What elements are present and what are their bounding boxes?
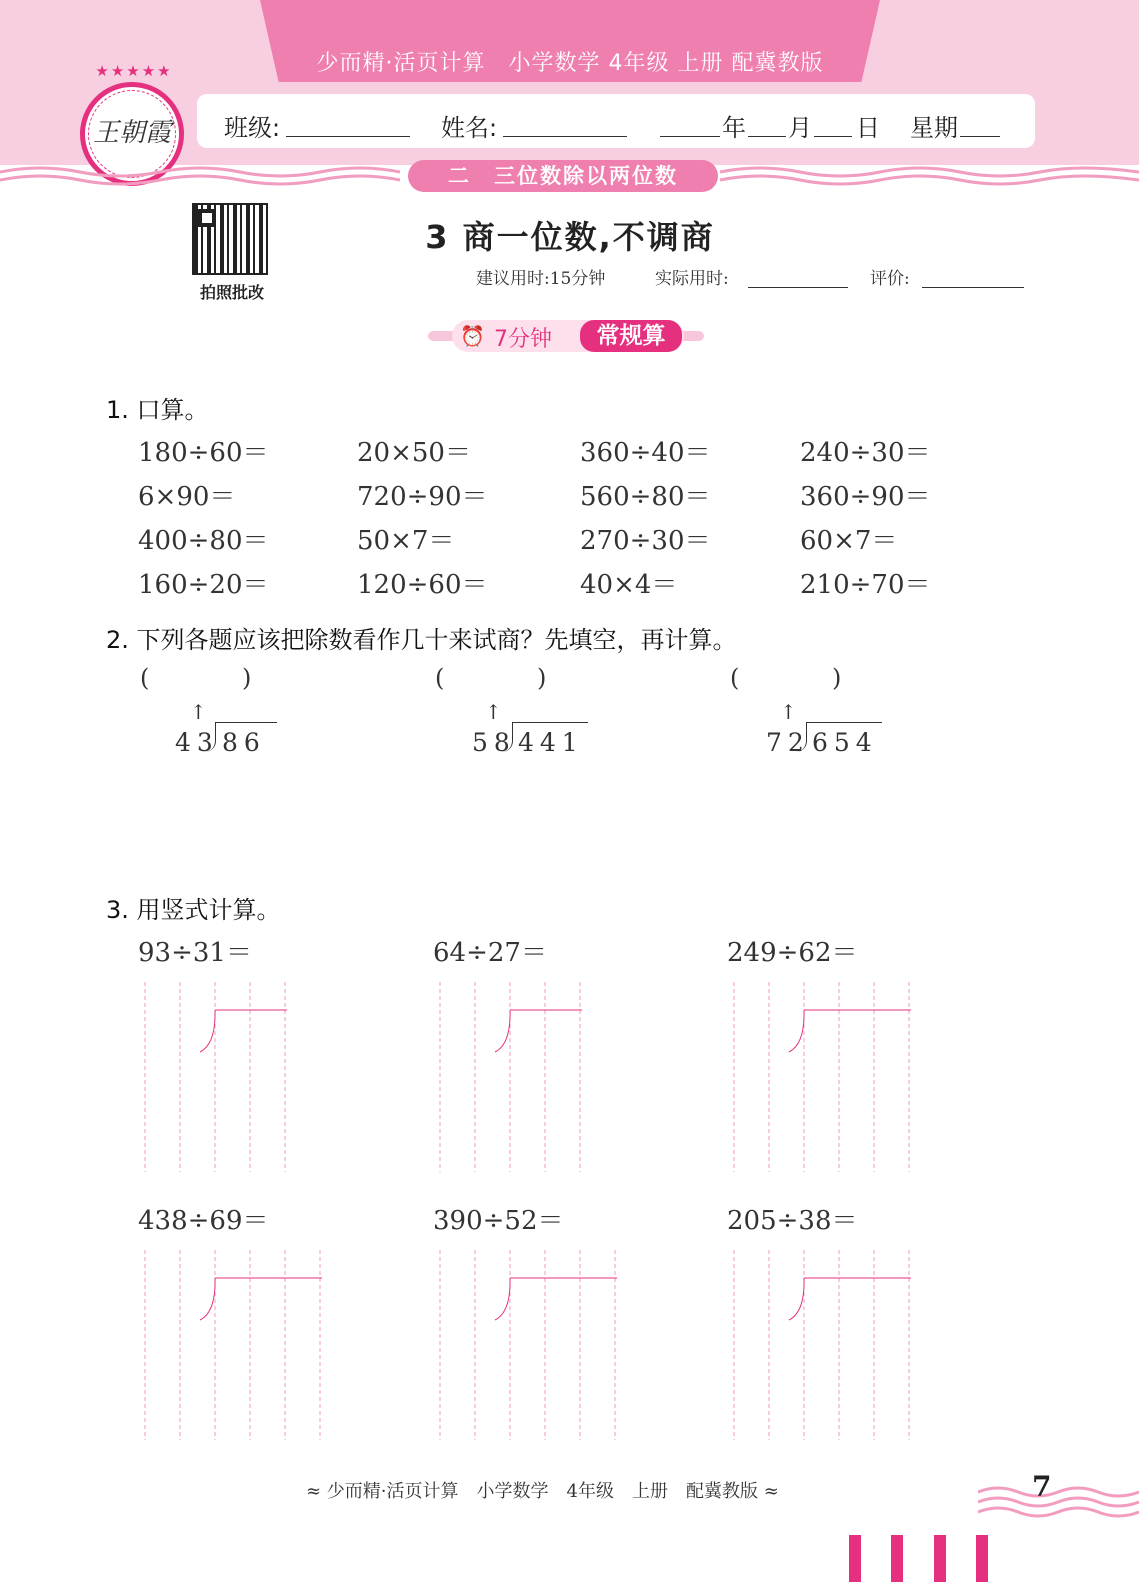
qr-code-icon[interactable] — [192, 203, 268, 275]
answer-paren-close: ) — [537, 664, 547, 692]
weekday-field[interactable] — [960, 136, 1000, 137]
actual-time-field[interactable] — [748, 287, 848, 288]
name-field[interactable] — [503, 136, 627, 137]
q2-answer-blank[interactable] — [152, 664, 240, 694]
day-field[interactable] — [814, 136, 852, 137]
clock-icon: ⏰ — [460, 324, 485, 348]
work-grid[interactable] — [140, 1250, 330, 1440]
month-field[interactable] — [748, 136, 786, 137]
q1-item[interactable]: 240÷30＝ — [800, 438, 931, 468]
qr-label: 拍照批改 — [199, 283, 264, 302]
q1-item[interactable]: 400÷80＝ — [138, 526, 269, 556]
long-division-bar — [215, 722, 277, 723]
q3-problem: 205÷38＝ — [727, 1206, 858, 1236]
answer-paren-close: ) — [832, 664, 842, 692]
name-label: 姓名: — [441, 114, 498, 142]
unit-title: 二 三位数除以两位数 — [408, 160, 718, 192]
class-label: 班级: — [224, 114, 281, 142]
divisor: 72 — [766, 728, 810, 757]
edge-marker — [934, 1535, 946, 1582]
dividend: 86 — [222, 728, 266, 757]
dividend: 654 — [812, 728, 878, 757]
work-grid[interactable] — [140, 982, 320, 1172]
q2-answer-blank[interactable] — [742, 664, 830, 694]
timer-tag: 常规算 — [580, 320, 682, 352]
answer-paren-open: ( — [730, 664, 740, 692]
q2-answer-blank[interactable] — [447, 664, 535, 694]
q1-item[interactable]: 360÷90＝ — [800, 482, 931, 512]
divisor: 58 — [472, 728, 516, 757]
work-grid[interactable] — [435, 1250, 625, 1440]
q3-problem: 390÷52＝ — [433, 1206, 564, 1236]
day-label: 日 — [856, 114, 880, 142]
answer-paren-close: ) — [242, 664, 252, 692]
arrow-up-icon: ↑ — [485, 700, 502, 724]
q1-item[interactable]: 560÷80＝ — [580, 482, 711, 512]
q1-item[interactable]: 180÷60＝ — [138, 438, 269, 468]
q1-item[interactable]: 50×7＝ — [357, 526, 455, 556]
q1-item[interactable]: 60×7＝ — [800, 526, 898, 556]
q3-heading: 3. 用竖式计算。 — [106, 896, 281, 924]
answer-paren-open: ( — [140, 664, 150, 692]
q1-item[interactable]: 20×50＝ — [357, 438, 471, 468]
year-field[interactable] — [660, 136, 720, 137]
q3-problem: 438÷69＝ — [138, 1206, 269, 1236]
timer-duration: 7分钟 — [494, 327, 552, 352]
footer-wave — [978, 1478, 1139, 1518]
long-division-bar — [806, 722, 882, 723]
q1-item[interactable]: 120÷60＝ — [357, 570, 488, 600]
month-label: 月 — [788, 114, 812, 142]
work-grid[interactable] — [729, 1250, 919, 1440]
q1-item[interactable]: 270÷30＝ — [580, 526, 711, 556]
logo-text: 王朝霞 — [92, 118, 171, 148]
logo-stars: ★★★★★ — [95, 62, 173, 80]
divisor: 43 — [175, 728, 219, 757]
work-grid[interactable] — [729, 982, 919, 1172]
year-label: 年 — [722, 114, 746, 142]
q1-item[interactable]: 210÷70＝ — [800, 570, 931, 600]
answer-paren-open: ( — [435, 664, 445, 692]
weekday-label: 星期 — [910, 114, 958, 142]
q1-heading: 1. 口算。 — [106, 396, 209, 424]
q3-problem: 64÷27＝ — [433, 938, 547, 968]
actual-time-label: 实际用时: — [655, 269, 729, 289]
edge-marker — [849, 1535, 861, 1582]
footer-text: ≈ 少而精·活页计算 小学数学 4年级 上册 配冀教版 ≈ — [306, 1481, 779, 1502]
q1-item[interactable]: 40×4＝ — [580, 570, 678, 600]
q1-item[interactable]: 6×90＝ — [138, 482, 236, 512]
page-number: 7 — [1032, 1470, 1052, 1503]
suggested-time: 建议用时:15分钟 — [476, 269, 606, 289]
rating-label: 评价: — [870, 269, 910, 289]
q1-item[interactable]: 160÷20＝ — [138, 570, 269, 600]
dividend: 441 — [518, 728, 584, 757]
class-field[interactable] — [286, 136, 410, 137]
arrow-up-icon: ↑ — [780, 700, 797, 724]
arrow-up-icon: ↑ — [190, 700, 207, 724]
lesson-title: 3 商一位数,不调商 — [425, 218, 715, 256]
q1-item[interactable]: 720÷90＝ — [357, 482, 488, 512]
edge-marker — [891, 1535, 903, 1582]
series-title: 少而精·活页计算 小学数学 4年级 上册 配冀教版 — [316, 51, 824, 76]
q3-problem: 93÷31＝ — [138, 938, 252, 968]
q2-heading: 2. 下列各题应该把除数看作几十来试商？先填空，再计算。 — [106, 626, 737, 654]
q3-problem: 249÷62＝ — [727, 938, 858, 968]
work-grid[interactable] — [435, 982, 615, 1172]
edge-marker — [976, 1535, 988, 1582]
long-division-bar — [512, 722, 588, 723]
rating-field[interactable] — [922, 287, 1024, 288]
q1-item[interactable]: 360÷40＝ — [580, 438, 711, 468]
